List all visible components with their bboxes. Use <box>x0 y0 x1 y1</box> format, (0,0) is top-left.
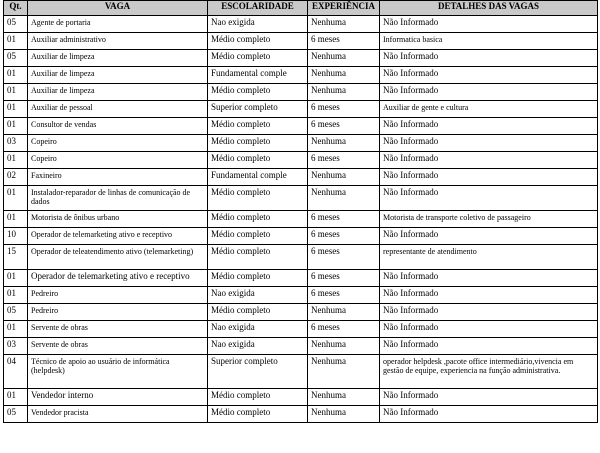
cell-detalhes: Não Informado <box>380 389 598 406</box>
table-row <box>4 50 598 67</box>
table-row <box>4 67 598 84</box>
cell-experiencia: Nenhuma <box>308 67 380 84</box>
cell-detalhes: Não Informado <box>380 84 598 101</box>
cell-vaga: Operador de teleatendimento ativo (telemarketing) <box>28 245 208 270</box>
cell-escolaridade: Fundamental comple <box>208 67 308 84</box>
cell-escolaridade: Médio completo <box>208 211 308 228</box>
cell-qt: 05 <box>4 50 28 67</box>
cell-vaga: Auxiliar de limpeza <box>28 50 208 67</box>
cell-vaga: Auxiliar de limpeza <box>28 67 208 84</box>
cell-detalhes: Não Informado <box>380 304 598 321</box>
cell-escolaridade: Médio completo <box>208 118 308 135</box>
cell-experiencia: Nenhuma <box>308 304 380 321</box>
job-vacancies-table <box>3 0 598 423</box>
cell-escolaridade: Médio completo <box>208 186 308 211</box>
cell-detalhes: Não Informado <box>380 50 598 67</box>
cell-qt: 01 <box>4 321 28 338</box>
cell-experiencia: 6 meses <box>308 33 380 50</box>
cell-experiencia: 6 meses <box>308 228 380 245</box>
cell-detalhes: Não Informado <box>380 321 598 338</box>
cell-experiencia: Nenhuma <box>308 355 380 389</box>
cell-experiencia: Nenhuma <box>308 186 380 211</box>
table-row <box>4 169 598 186</box>
cell-vaga: Operador de telemarketing ativo e receptivo <box>28 270 208 287</box>
cell-qt: 15 <box>4 245 28 270</box>
cell-escolaridade: Médio completo <box>208 33 308 50</box>
cell-detalhes: Não Informado <box>380 118 598 135</box>
cell-qt: 01 <box>4 67 28 84</box>
cell-vaga: Servente de obras <box>28 338 208 355</box>
cell-detalhes: Motorista de transporte coletivo de passageiro <box>380 211 598 228</box>
table-row <box>4 389 598 406</box>
cell-qt: 01 <box>4 270 28 287</box>
header-escolaridade: ESCOLARIDADE <box>208 1 308 16</box>
cell-vaga: Vendedor pracista <box>28 406 208 423</box>
table-header <box>4 1 598 16</box>
cell-escolaridade: Superior completo <box>208 355 308 389</box>
cell-experiencia: Nenhuma <box>308 50 380 67</box>
cell-escolaridade: Superior completo <box>208 101 308 118</box>
cell-vaga: Servente de obras <box>28 321 208 338</box>
cell-experiencia: 6 meses <box>308 245 380 270</box>
cell-detalhes: Não Informado <box>380 67 598 84</box>
cell-escolaridade: Médio completo <box>208 135 308 152</box>
table-row <box>4 304 598 321</box>
table-row <box>4 118 598 135</box>
table-row <box>4 152 598 169</box>
cell-experiencia: Nenhuma <box>308 135 380 152</box>
table-row <box>4 338 598 355</box>
table-row <box>4 245 598 270</box>
cell-detalhes: Não Informado <box>380 152 598 169</box>
cell-escolaridade: Médio completo <box>208 270 308 287</box>
cell-experiencia: Nenhuma <box>308 406 380 423</box>
cell-vaga: Copeiro <box>28 152 208 169</box>
cell-experiencia: Nenhuma <box>308 338 380 355</box>
cell-vaga: Auxiliar de limpeza <box>28 84 208 101</box>
cell-escolaridade: Fundamental comple <box>208 169 308 186</box>
table-body <box>4 16 598 423</box>
cell-qt: 03 <box>4 135 28 152</box>
header-row <box>4 1 598 16</box>
cell-detalhes: Auxiliar de gente e cultura <box>380 101 598 118</box>
cell-detalhes: Não Informado <box>380 228 598 245</box>
cell-qt: 04 <box>4 355 28 389</box>
cell-qt: 01 <box>4 287 28 304</box>
cell-qt: 01 <box>4 186 28 211</box>
table-row <box>4 355 598 389</box>
cell-detalhes: Não Informado <box>380 16 598 33</box>
table-row <box>4 287 598 304</box>
cell-experiencia: 6 meses <box>308 287 380 304</box>
cell-qt: 01 <box>4 101 28 118</box>
cell-escolaridade: Nao exigida <box>208 16 308 33</box>
cell-qt: 05 <box>4 406 28 423</box>
table-row <box>4 135 598 152</box>
cell-vaga: Agente de portaria <box>28 16 208 33</box>
cell-detalhes: representante de atendimento <box>380 245 598 270</box>
cell-escolaridade: Médio completo <box>208 152 308 169</box>
cell-escolaridade: Médio completo <box>208 245 308 270</box>
cell-vaga: Operador de telemarketing ativo e receptivo <box>28 228 208 245</box>
cell-experiencia: 6 meses <box>308 118 380 135</box>
cell-experiencia: 6 meses <box>308 211 380 228</box>
cell-detalhes: Não Informado <box>380 135 598 152</box>
cell-escolaridade: Nao exigida <box>208 321 308 338</box>
cell-qt: 05 <box>4 16 28 33</box>
cell-escolaridade: Nao exigida <box>208 338 308 355</box>
cell-qt: 10 <box>4 228 28 245</box>
cell-detalhes: Não Informado <box>380 270 598 287</box>
cell-experiencia: 6 meses <box>308 270 380 287</box>
cell-vaga: Motorista de ônibus urbano <box>28 211 208 228</box>
cell-vaga: Pedreiro <box>28 304 208 321</box>
table-row <box>4 101 598 118</box>
cell-qt: 01 <box>4 33 28 50</box>
cell-vaga: Instalador-reparador de linhas de comunicação de dados <box>28 186 208 211</box>
table-row <box>4 270 598 287</box>
cell-qt: 01 <box>4 84 28 101</box>
cell-experiencia: Nenhuma <box>308 16 380 33</box>
cell-vaga: Copeiro <box>28 135 208 152</box>
cell-vaga: Técnico de apoio ao usuário de informática (helpdesk) <box>28 355 208 389</box>
cell-vaga: Faxineiro <box>28 169 208 186</box>
cell-escolaridade: Médio completo <box>208 228 308 245</box>
table-row <box>4 16 598 33</box>
cell-qt: 01 <box>4 389 28 406</box>
table-row <box>4 321 598 338</box>
cell-qt: 02 <box>4 169 28 186</box>
cell-experiencia: 6 meses <box>308 321 380 338</box>
cell-qt: 01 <box>4 152 28 169</box>
cell-qt: 01 <box>4 118 28 135</box>
cell-vaga: Vendedor interno <box>28 389 208 406</box>
cell-experiencia: Nenhuma <box>308 84 380 101</box>
table-row <box>4 228 598 245</box>
cell-detalhes: Não Informado <box>380 186 598 211</box>
cell-escolaridade: Médio completo <box>208 84 308 101</box>
cell-detalhes: Não Informado <box>380 287 598 304</box>
header-experiencia: EXPERIÊNCIA <box>308 1 380 16</box>
table-row <box>4 33 598 50</box>
cell-qt: 03 <box>4 338 28 355</box>
cell-vaga: Auxiliar administrativo <box>28 33 208 50</box>
cell-detalhes: Informatica basica <box>380 33 598 50</box>
cell-escolaridade: Nao exigida <box>208 287 308 304</box>
cell-detalhes: Não Informado <box>380 169 598 186</box>
cell-vaga: Consultor de vendas <box>28 118 208 135</box>
cell-detalhes: Não Informado <box>380 338 598 355</box>
header-vaga: VAGA <box>28 1 208 16</box>
table-row <box>4 84 598 101</box>
cell-detalhes: Não Informado <box>380 406 598 423</box>
cell-vaga: Pedreiro <box>28 287 208 304</box>
cell-qt: 05 <box>4 304 28 321</box>
cell-experiencia: Nenhuma <box>308 389 380 406</box>
cell-escolaridade: Médio completo <box>208 304 308 321</box>
cell-experiencia: 6 meses <box>308 101 380 118</box>
header-detalhes: DETALHES DAS VAGAS <box>380 1 598 16</box>
cell-vaga: Auxiliar de pessoal <box>28 101 208 118</box>
header-qt: Qt. <box>4 1 28 16</box>
table-row <box>4 406 598 423</box>
table-row <box>4 211 598 228</box>
cell-escolaridade: Médio completo <box>208 406 308 423</box>
cell-experiencia: 6 meses <box>308 152 380 169</box>
cell-escolaridade: Médio completo <box>208 389 308 406</box>
cell-escolaridade: Médio completo <box>208 50 308 67</box>
cell-experiencia: Nenhuma <box>308 169 380 186</box>
cell-detalhes: operador helpdesk ,pacote office intermediário,vivencia em gestão de equipe, experiencia na função administrativa. <box>380 355 598 389</box>
cell-qt: 01 <box>4 211 28 228</box>
table-row <box>4 186 598 211</box>
